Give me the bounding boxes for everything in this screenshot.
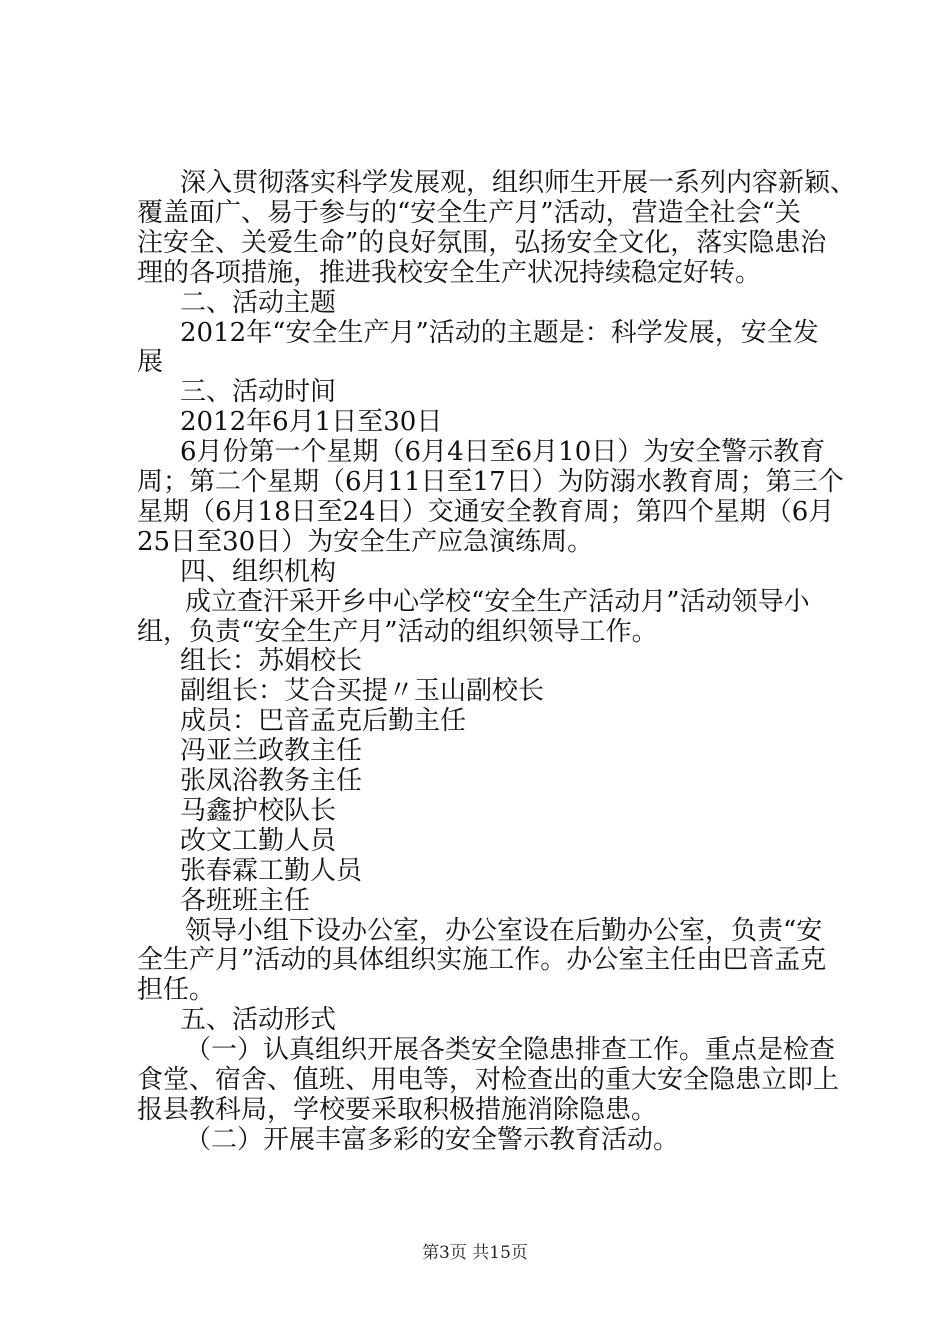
paragraph-line: 担任。 [137, 975, 216, 1005]
page-footer: 第3页 共15页 [422, 1243, 528, 1263]
paragraph-line: 组，负责“安全生产月”活动的组织领导工作。 [137, 617, 658, 647]
paragraph-line: 6月份第一个星期（6月4日至6月10日）为安全警示教育 [180, 437, 826, 467]
paragraph-line: （一）认真组织开展各类安全隐患排查工作。重点是检查 [185, 1035, 836, 1065]
paragraph-line: 食堂、宿舍、值班、用电等，对检查出的重大安全隐患立即上 [137, 1065, 840, 1095]
paragraph-line: 覆盖面广、易于参与的“安全生产月”活动，营造全社会“关 [137, 198, 801, 228]
paragraph-line: 2012年6月1日至30日 [180, 407, 443, 437]
paragraph-line: （二）开展丰富多彩的安全警示教育活动。 [185, 1125, 680, 1155]
paragraph-line: 张春霖工勤人员 [180, 856, 363, 886]
paragraph-line: 理的各项措施，推进我校安全生产状况持续稳定好转。 [137, 258, 762, 288]
paragraph-line: 张凤浴教务主任 [180, 766, 363, 796]
paragraph-line: 成员：巴音孟克后勤主任 [180, 706, 467, 736]
paragraph-line: 全生产月”活动的具体组织实施工作。办公室主任由巴音孟克 [137, 945, 827, 975]
paragraph-line: 马鑫护校队长 [180, 796, 337, 826]
paragraph-line: 展 [137, 347, 164, 377]
paragraph-line: 二、活动主题 [180, 288, 337, 318]
paragraph-line: 组长：苏娟校长 [180, 646, 363, 676]
paragraph-line: 注安全、关爱生命”的良好氛围，弘扬安全文化，落实隐患治 [137, 228, 827, 258]
paragraph-line: 2012年“安全生产月”活动的主题是：科学发展，安全发 [180, 318, 819, 348]
paragraph-line: 成立查汗采开乡中心学校“安全生产活动月”活动领导小 [185, 587, 810, 617]
paragraph-line: 五、活动形式 [180, 1005, 337, 1035]
paragraph-line: 25日至30日）为安全生产应急演练周。 [137, 527, 594, 557]
paragraph-line: 三、活动时间 [180, 377, 337, 407]
paragraph-line: 深入贯彻落实科学发展观，组织师生开展一系列内容新颖、 [180, 168, 857, 198]
paragraph-line: 冯亚兰政教主任 [180, 736, 363, 766]
paragraph-line: 星期（6月18日至24日）交通安全教育周；第四个星期（6月 [137, 497, 835, 527]
paragraph-line: 周；第二个星期（6月11日至17日）为防溺水教育周；第三个 [137, 467, 844, 497]
paragraph-line: 改文工勤人员 [180, 826, 337, 856]
paragraph-line: 副组长：艾合买提〃玉山副校长 [180, 676, 545, 706]
paragraph-line: 报县教科局，学校要采取积极措施消除隐患。 [137, 1095, 658, 1125]
paragraph-line: 领导小组下设办公室，办公室设在后勤办公室，负责“安 [185, 916, 823, 946]
paragraph-line: 各班班主任 [180, 886, 311, 916]
paragraph-line: 四、组织机构 [180, 557, 337, 587]
